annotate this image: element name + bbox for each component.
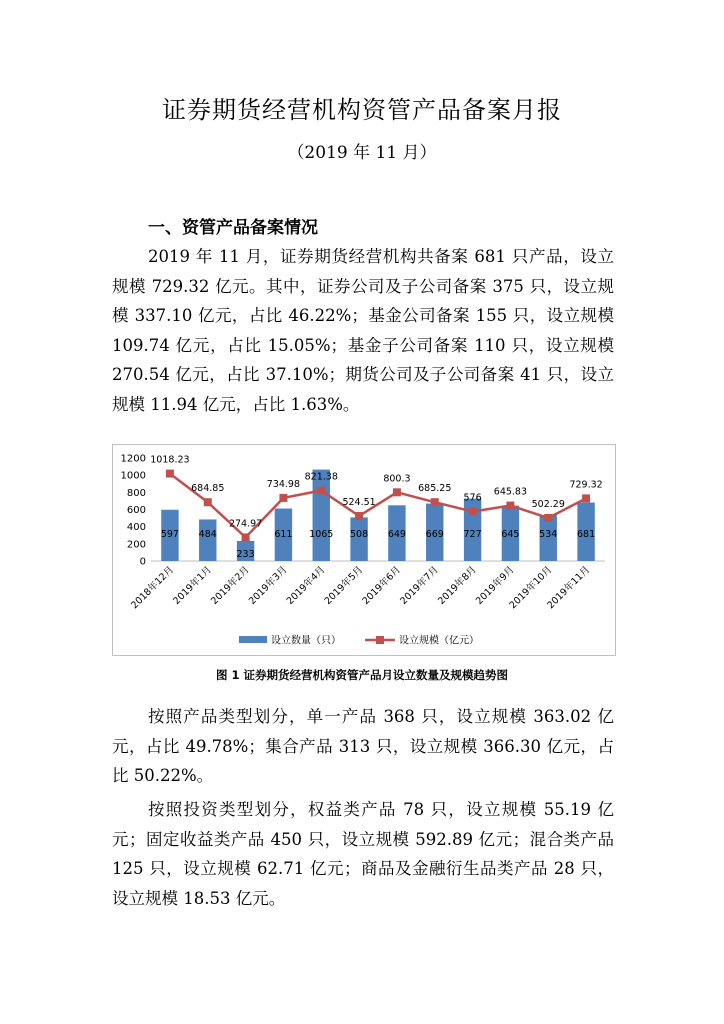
line-point <box>317 486 325 494</box>
bar-data-label: 508 <box>350 529 369 540</box>
y-tick-label: 1200 <box>120 453 146 465</box>
x-tick-label: 2019年8月 <box>436 564 479 607</box>
x-tick-label: 2019年1月 <box>171 564 214 607</box>
line-data-label: 274.97 <box>228 518 263 530</box>
x-tick-label: 2019年2月 <box>209 564 252 607</box>
x-tick-label: 2019年4月 <box>284 564 328 607</box>
bar-data-label: 681 <box>577 529 596 540</box>
section-heading: 一、资管产品备案情况 <box>148 218 318 238</box>
line-data-label: 524.51 <box>342 496 376 508</box>
line-data-label: 645.83 <box>493 486 528 498</box>
legend-swatch-count <box>239 636 267 643</box>
line-data-label: 800.3 <box>383 473 411 485</box>
line-data-label: 1018.23 <box>150 454 190 466</box>
bar-data-label: 484 <box>198 529 217 540</box>
figure-caption: 图 1 证券期货经营机构资管产品月设立数量及规模趋势图 <box>215 668 508 682</box>
paragraph-product-type: 按照产品类型划分，单一产品 368 只，设立规模 363.02 亿元，占比 49.78%；集合产品 313 只，设立规模 366.30 亿元，占比 50.22%。 <box>112 707 614 785</box>
x-tick-label: 2019年6月 <box>360 564 404 607</box>
line-point <box>431 498 439 506</box>
line-data-label: 576 <box>463 492 482 504</box>
bar-count <box>313 470 330 561</box>
line-point <box>355 512 363 520</box>
line-data-label: 821.38 <box>304 471 338 483</box>
x-tick-label: 2019年9月 <box>473 564 517 607</box>
bar-data-label: 727 <box>463 529 482 540</box>
chart-container <box>112 444 616 656</box>
legend-label-count: 设立数量（只） <box>271 635 341 647</box>
y-tick-label: 200 <box>126 539 146 551</box>
x-tick-label: 2019年7月 <box>398 564 441 607</box>
bar-data-label: 669 <box>425 529 444 540</box>
bar-data-label: 1065 <box>309 529 334 540</box>
x-tick-label: 2019年10月 <box>507 564 555 612</box>
y-tick-label: 800 <box>126 487 146 499</box>
line-point <box>166 470 174 478</box>
line-data-label: 684.85 <box>191 483 225 495</box>
line-data-label: 685.25 <box>418 483 452 495</box>
line-data-label: 502.29 <box>531 498 565 510</box>
bar-data-label: 649 <box>387 529 406 540</box>
line-data-label: 734.98 <box>266 478 301 490</box>
y-tick-label: 400 <box>126 522 146 534</box>
bar-data-label: 534 <box>539 529 558 540</box>
legend-label-scale: 设立规模（亿元） <box>399 635 479 647</box>
line-point <box>242 533 250 541</box>
line-point <box>279 494 287 502</box>
paragraph-summary: 2019 年 11 月，证券期货经营机构共备案 681 只产品，设立规模 729.32 亿元。其中，证券公司及子公司备案 375 只，设立规模 337.10 亿元，占比 46.22%；基金公司备案 155 只，设立规模 109.74 亿元，占比 15.05%；基金子公司备案 110 只，设立规模 270.54 亿元，占比 37.10%；期货公司及子公司备案 41 只，设立规模 11.94 亿元，占比 1.63%。 <box>112 247 614 414</box>
bar-data-label: 597 <box>160 529 179 540</box>
line-point <box>469 508 477 516</box>
line-data-label: 729.32 <box>569 479 603 491</box>
report-title: 证券期货经营机构资管产品备案月报 <box>162 96 562 124</box>
x-tick-label: 2018年12月 <box>129 564 177 612</box>
y-tick-label: 600 <box>126 505 146 516</box>
y-tick-label: 1000 <box>120 470 146 482</box>
x-tick-label: 2019年5月 <box>322 564 366 607</box>
line-point <box>506 502 514 510</box>
report-subtitle: （2019 年 11 月） <box>287 143 437 163</box>
bar-data-label: 611 <box>274 529 293 540</box>
paragraph-investment-type: 按照投资类型划分，权益类产品 78 只，设立规模 55.19 亿元；固定收益类产品 450 只，设立规模 592.89 亿元；混合类产品 125 只，设立规模 62.71 亿元；商品及金融衍生品类产品 28 只，设立规模 18.53 亿元。 <box>112 800 614 908</box>
line-point <box>393 488 401 496</box>
y-tick-label: 0 <box>139 556 146 568</box>
bar-data-label: 233 <box>236 549 255 560</box>
line-point <box>544 514 552 522</box>
trend-chart <box>113 445 615 655</box>
line-point <box>204 498 212 506</box>
x-tick-label: 2019年3月 <box>246 564 290 607</box>
bar-count <box>199 519 216 561</box>
x-tick-label: 2019年11月 <box>545 564 593 612</box>
bar-data-label: 645 <box>501 529 520 540</box>
legend-swatch-scale-marker <box>376 636 384 644</box>
line-point <box>582 494 590 502</box>
